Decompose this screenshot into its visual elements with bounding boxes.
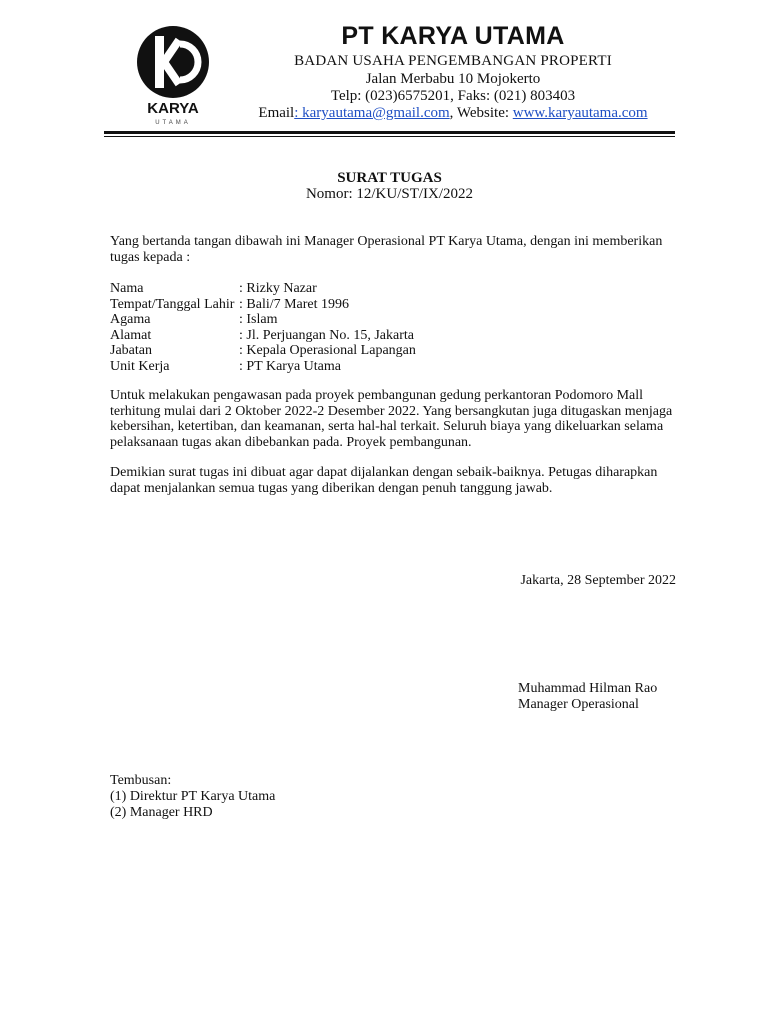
carbon-copy-block <box>110 773 275 821</box>
business-type: BADAN USAHA PENGEMBANGAN PROPERTI <box>294 53 612 69</box>
detail-label: Agama <box>110 312 151 327</box>
company-logo <box>117 22 229 130</box>
company-contact: Telp: (023)6575201, Faks: (021) 803403 <box>330 88 576 104</box>
detail-value: : Kepala Operasional Lapangan <box>239 343 416 358</box>
email-label: Email <box>258 105 295 121</box>
detail-row <box>110 281 676 297</box>
detail-value: : Rizky Nazar <box>239 281 317 296</box>
letter-title: SURAT TUGAS <box>337 170 442 186</box>
detail-row <box>110 343 676 359</box>
header-divider-thin <box>104 136 675 137</box>
website-link[interactable]: www.karyautama.com <box>512 105 648 121</box>
cc-item: (1) Direktur PT Karya Utama <box>110 789 276 804</box>
signer-name: Muhammad Hilman Rao <box>518 681 658 696</box>
logo-text: KARYA <box>147 100 199 117</box>
detail-label: Alamat <box>110 327 152 343</box>
detail-value: : Jl. Perjuangan No. 15, Jakarta <box>239 327 414 343</box>
detail-row <box>110 359 676 375</box>
detail-row <box>110 312 676 328</box>
detail-label: Tempat/Tanggal Lahir <box>110 296 235 312</box>
detail-label: Unit Kerja <box>110 358 170 374</box>
detail-row <box>110 297 676 313</box>
letter-number: Nomor: 12/KU/ST/IX/2022 <box>305 186 474 202</box>
intro-paragraph: Yang bertanda tangan dibawah ini Manager Operasional PT Karya Utama, dengan ini memberikan tugas kepada : <box>110 234 663 265</box>
company-name: PT KARYA UTAMA <box>341 22 565 50</box>
website-label: , Website: <box>449 105 513 121</box>
company-online-contacts <box>230 104 676 123</box>
logo-subtext: UTAMA <box>155 120 191 126</box>
header-divider-thick <box>104 131 675 134</box>
company-address: Jalan Merbabu 10 Mojokerto <box>365 71 541 87</box>
signature-block <box>518 681 657 713</box>
detail-label: Jabatan <box>110 343 152 358</box>
cc-item: (2) Manager HRD <box>110 805 213 820</box>
cc-label: Tembusan: <box>110 773 172 788</box>
detail-value: : PT Karya Utama <box>239 358 341 374</box>
signer-title: Manager Operasional <box>518 697 639 712</box>
email-link[interactable]: : karyautama@gmail.com <box>294 105 450 121</box>
detail-value: : Islam <box>239 312 278 327</box>
detail-label: Nama <box>110 281 144 296</box>
assignee-details <box>110 281 676 374</box>
task-paragraph: Untuk melakukan pengawasan pada proyek pembangunan gedung perkantoran Podomoro Mall terhitung mulai dari 2 Oktober 2022-2 Desember 2022. Yang bersangkutan juga ditugaskan menjaga kebersihan, ketertiban, dan keamanan, serta hal-hal terkait. Seluruh biaya yang dikeluarkan selama pelaksanaan tugas akan dibebankan pada. Proyek pembangunan. <box>110 388 673 450</box>
detail-value: : Bali/7 Maret 1996 <box>239 296 350 312</box>
detail-row <box>110 328 676 344</box>
letter-date: Jakarta, 28 September 2022 <box>520 573 676 588</box>
closing-paragraph: Demikian surat tugas ini dibuat agar dapat dijalankan dengan sebaik-baiknya. Petugas diharapkan dapat menjalankan semua tugas yang diberikan dengan penuh tanggung jawab. <box>110 465 658 496</box>
